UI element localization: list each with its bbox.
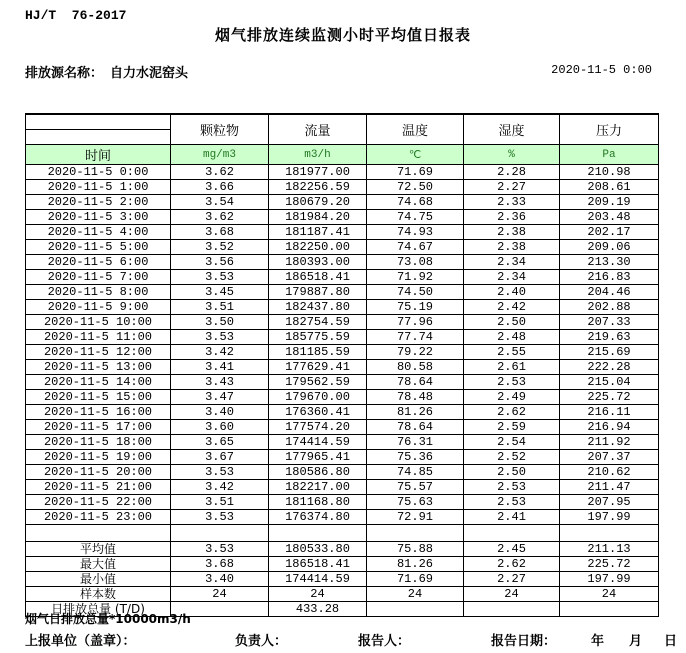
value-cell: 211.47: [560, 480, 659, 495]
value-cell: 3.67: [171, 450, 269, 465]
summary-label-cell: 最小值: [26, 572, 171, 587]
param-header-row: [26, 114, 659, 130]
value-cell: 2.49: [464, 390, 560, 405]
value-cell: 181187.41: [269, 225, 367, 240]
summary-value-cell: 24: [464, 587, 560, 602]
value-cell: 71.69: [367, 165, 464, 180]
value-cell: 3.42: [171, 480, 269, 495]
source-label: 排放源名称：: [25, 66, 104, 81]
value-cell: 182217.00: [269, 480, 367, 495]
data-rows-body: [26, 165, 659, 525]
table-row: [26, 375, 659, 390]
report-datetime: 2020-11-5 0:00: [551, 63, 652, 77]
day-label: 日: [664, 634, 678, 649]
table-row: [26, 315, 659, 330]
value-cell: 2.50: [464, 465, 560, 480]
value-cell: 3.66: [171, 180, 269, 195]
summary-value-cell: 433.28: [269, 602, 367, 617]
table-row: [26, 240, 659, 255]
column-header-temperature: 温度: [367, 114, 464, 145]
table-row: [26, 450, 659, 465]
value-cell: 3.52: [171, 240, 269, 255]
value-cell: 2.40: [464, 285, 560, 300]
value-cell: 180679.20: [269, 195, 367, 210]
value-cell: 74.75: [367, 210, 464, 225]
value-cell: 216.83: [560, 270, 659, 285]
responsible-label: 负责人：: [235, 634, 288, 649]
value-cell: 2.62: [464, 405, 560, 420]
value-cell: 181977.00: [269, 165, 367, 180]
summary-row: [26, 542, 659, 557]
value-cell: 78.48: [367, 390, 464, 405]
table-row: [26, 225, 659, 240]
unit-particulate: mg/m3: [171, 145, 269, 165]
value-cell: 182754.59: [269, 315, 367, 330]
page-title: 烟气排放连续监测小时平均值日报表: [214, 26, 471, 44]
value-cell: 3.50: [171, 315, 269, 330]
time-cell: 2020-11-5 11:00: [26, 330, 171, 345]
signature-row: [0, 630, 686, 648]
value-cell: 77.96: [367, 315, 464, 330]
time-cell: 2020-11-5 3:00: [26, 210, 171, 225]
value-cell: 72.91: [367, 510, 464, 525]
column-header-flow: 流量: [269, 114, 367, 145]
time-cell: 2020-11-5 22:00: [26, 495, 171, 510]
summary-label-cell: 日排放总量 (T/D): [26, 602, 171, 617]
table-row: [26, 285, 659, 300]
table-row: [26, 510, 659, 525]
summary-value-cell: 180533.80: [269, 542, 367, 557]
unit-humidity: %: [464, 145, 560, 165]
value-cell: 3.51: [171, 495, 269, 510]
time-cell: 2020-11-5 15:00: [26, 390, 171, 405]
value-cell: 181168.80: [269, 495, 367, 510]
summary-label-cell: 样本数: [26, 587, 171, 602]
value-cell: 2.59: [464, 420, 560, 435]
value-cell: 73.08: [367, 255, 464, 270]
value-cell: 210.62: [560, 465, 659, 480]
summary-value-cell: 3.40: [171, 572, 269, 587]
value-cell: 225.72: [560, 390, 659, 405]
value-cell: 3.43: [171, 375, 269, 390]
value-cell: 179562.59: [269, 375, 367, 390]
value-cell: 207.95: [560, 495, 659, 510]
value-cell: 78.64: [367, 375, 464, 390]
time-cell: 2020-11-5 20:00: [26, 465, 171, 480]
time-column-header: 时间: [26, 145, 171, 165]
value-cell: 215.69: [560, 345, 659, 360]
time-cell: 2020-11-5 5:00: [26, 240, 171, 255]
value-cell: 207.37: [560, 450, 659, 465]
table-row: [26, 165, 659, 180]
summary-value-cell: 3.53: [171, 542, 269, 557]
value-cell: 81.26: [367, 405, 464, 420]
value-cell: 182250.00: [269, 240, 367, 255]
value-cell: 75.57: [367, 480, 464, 495]
summary-value-cell: 211.13: [560, 542, 659, 557]
source-name: 自力水泥窑头: [110, 66, 189, 81]
corner-cell-bottom: [26, 130, 171, 145]
source-row: [0, 62, 686, 80]
value-cell: 2.48: [464, 330, 560, 345]
value-cell: 78.64: [367, 420, 464, 435]
summary-value-cell: [464, 602, 560, 617]
time-cell: 2020-11-5 1:00: [26, 180, 171, 195]
value-cell: 75.36: [367, 450, 464, 465]
summary-value-cell: 24: [560, 587, 659, 602]
value-cell: 3.41: [171, 360, 269, 375]
time-cell: 2020-11-5 4:00: [26, 225, 171, 240]
value-cell: 2.34: [464, 270, 560, 285]
time-cell: 2020-11-5 16:00: [26, 405, 171, 420]
value-cell: 72.50: [367, 180, 464, 195]
time-cell: 2020-11-5 18:00: [26, 435, 171, 450]
summary-value-cell: 24: [269, 587, 367, 602]
year-label: 年: [591, 634, 605, 649]
value-cell: 2.38: [464, 240, 560, 255]
value-cell: 181984.20: [269, 210, 367, 225]
summary-value-cell: 24: [367, 587, 464, 602]
spacer-cell: [269, 525, 367, 542]
value-cell: 180393.00: [269, 255, 367, 270]
time-cell: 2020-11-5 17:00: [26, 420, 171, 435]
spacer-cell: [464, 525, 560, 542]
month-label: 月: [629, 634, 643, 649]
value-cell: 2.33: [464, 195, 560, 210]
value-cell: 204.46: [560, 285, 659, 300]
value-cell: 2.41: [464, 510, 560, 525]
value-cell: 213.30: [560, 255, 659, 270]
value-cell: 216.94: [560, 420, 659, 435]
summary-value-cell: 3.68: [171, 557, 269, 572]
summary-label-cell: 最大值: [26, 557, 171, 572]
value-cell: 209.06: [560, 240, 659, 255]
value-cell: 75.63: [367, 495, 464, 510]
value-cell: 3.62: [171, 165, 269, 180]
unit-flow: m3/h: [269, 145, 367, 165]
unit-temperature: ℃: [367, 145, 464, 165]
value-cell: 177629.41: [269, 360, 367, 375]
value-cell: 3.51: [171, 300, 269, 315]
spacer-body: [26, 525, 659, 542]
summary-value-cell: 225.72: [560, 557, 659, 572]
report-unit-label: 上报单位（盖章）：: [25, 634, 136, 649]
table-row: [26, 255, 659, 270]
table-row: [26, 210, 659, 225]
value-cell: 3.68: [171, 225, 269, 240]
value-cell: 202.17: [560, 225, 659, 240]
table-row: [26, 495, 659, 510]
value-cell: 2.27: [464, 180, 560, 195]
spacer-cell: [560, 525, 659, 542]
table-row: [26, 345, 659, 360]
value-cell: 2.36: [464, 210, 560, 225]
value-cell: 80.58: [367, 360, 464, 375]
value-cell: 71.92: [367, 270, 464, 285]
time-cell: 2020-11-5 19:00: [26, 450, 171, 465]
value-cell: 2.42: [464, 300, 560, 315]
summary-row: [26, 587, 659, 602]
value-cell: 3.42: [171, 345, 269, 360]
table-row: [26, 480, 659, 495]
value-cell: 76.31: [367, 435, 464, 450]
time-cell: 2020-11-5 10:00: [26, 315, 171, 330]
column-header-pressure: 压力: [560, 114, 659, 145]
value-cell: 2.50: [464, 315, 560, 330]
report-date-label: 报告日期：: [491, 634, 557, 649]
value-cell: 79.22: [367, 345, 464, 360]
value-cell: 215.04: [560, 375, 659, 390]
table-row: [26, 390, 659, 405]
table-row: [26, 330, 659, 345]
summary-value-cell: 71.69: [367, 572, 464, 587]
summary-value-cell: 2.27: [464, 572, 560, 587]
data-table: [25, 113, 659, 617]
table-row: [26, 405, 659, 420]
value-cell: 210.98: [560, 165, 659, 180]
summary-value-cell: 2.45: [464, 542, 560, 557]
value-cell: 2.52: [464, 450, 560, 465]
time-cell: 2020-11-5 6:00: [26, 255, 171, 270]
value-cell: 74.85: [367, 465, 464, 480]
summary-value-cell: 75.88: [367, 542, 464, 557]
value-cell: 181185.59: [269, 345, 367, 360]
value-cell: 180586.80: [269, 465, 367, 480]
value-cell: 2.61: [464, 360, 560, 375]
value-cell: 176374.80: [269, 510, 367, 525]
column-header-particulate: 颗粒物: [171, 114, 269, 145]
value-cell: 2.54: [464, 435, 560, 450]
value-cell: 203.48: [560, 210, 659, 225]
value-cell: 2.28: [464, 165, 560, 180]
time-cell: 2020-11-5 2:00: [26, 195, 171, 210]
value-cell: 2.38: [464, 225, 560, 240]
table-row: [26, 360, 659, 375]
reporter-label: 报告人：: [358, 634, 411, 649]
spacer-row: [26, 525, 659, 542]
time-cell: 2020-11-5 14:00: [26, 375, 171, 390]
time-cell: 2020-11-5 9:00: [26, 300, 171, 315]
value-cell: 3.54: [171, 195, 269, 210]
unit-pressure: Pa: [560, 145, 659, 165]
summary-value-cell: [560, 602, 659, 617]
summary-label-cell: 平均值: [26, 542, 171, 557]
spacer-cell: [367, 525, 464, 542]
value-cell: 74.93: [367, 225, 464, 240]
time-cell: 2020-11-5 13:00: [26, 360, 171, 375]
value-cell: 186518.41: [269, 270, 367, 285]
table-row: [26, 300, 659, 315]
value-cell: 3.53: [171, 510, 269, 525]
value-cell: 209.19: [560, 195, 659, 210]
time-cell: 2020-11-5 7:00: [26, 270, 171, 285]
spacer-cell: [26, 525, 171, 542]
table-row: [26, 180, 659, 195]
time-cell: 2020-11-5 21:00: [26, 480, 171, 495]
corner-cell-top: [26, 114, 171, 130]
value-cell: 75.19: [367, 300, 464, 315]
value-cell: 179887.80: [269, 285, 367, 300]
value-cell: 3.62: [171, 210, 269, 225]
table-row: [26, 435, 659, 450]
value-cell: 174414.59: [269, 435, 367, 450]
value-cell: 208.61: [560, 180, 659, 195]
value-cell: 176360.41: [269, 405, 367, 420]
value-cell: 2.53: [464, 480, 560, 495]
value-cell: 2.34: [464, 255, 560, 270]
value-cell: 3.40: [171, 405, 269, 420]
summary-value-cell: 186518.41: [269, 557, 367, 572]
summary-row: [26, 572, 659, 587]
time-cell: 2020-11-5 23:00: [26, 510, 171, 525]
value-cell: 3.45: [171, 285, 269, 300]
value-cell: 2.53: [464, 495, 560, 510]
value-cell: 3.65: [171, 435, 269, 450]
value-cell: 2.55: [464, 345, 560, 360]
value-cell: 3.53: [171, 465, 269, 480]
summary-value-cell: 24: [171, 587, 269, 602]
value-cell: 3.60: [171, 420, 269, 435]
summary-value-cell: [367, 602, 464, 617]
value-cell: 216.11: [560, 405, 659, 420]
value-cell: 197.99: [560, 510, 659, 525]
summary-rows-body: [26, 542, 659, 617]
summary-row: [26, 557, 659, 572]
table-row: [26, 465, 659, 480]
column-header-humidity: 湿度: [464, 114, 560, 145]
spacer-cell: [171, 525, 269, 542]
standard-code: HJ/T 76-2017: [25, 8, 127, 23]
value-cell: 3.53: [171, 270, 269, 285]
summary-value-cell: 81.26: [367, 557, 464, 572]
summary-value-cell: 174414.59: [269, 572, 367, 587]
value-cell: 207.33: [560, 315, 659, 330]
summary-value-cell: 197.99: [560, 572, 659, 587]
time-cell: 2020-11-5 12:00: [26, 345, 171, 360]
value-cell: 185775.59: [269, 330, 367, 345]
value-cell: 182256.59: [269, 180, 367, 195]
table-row: [26, 270, 659, 285]
value-cell: 222.28: [560, 360, 659, 375]
footer-note: 烟气日排放总量*10000m3/h: [25, 612, 191, 626]
value-cell: 211.92: [560, 435, 659, 450]
summary-value-cell: 2.62: [464, 557, 560, 572]
value-cell: 202.88: [560, 300, 659, 315]
value-cell: 77.74: [367, 330, 464, 345]
value-cell: 3.47: [171, 390, 269, 405]
table-row: [26, 420, 659, 435]
unit-row: [26, 145, 659, 165]
value-cell: 2.53: [464, 375, 560, 390]
value-cell: 179670.00: [269, 390, 367, 405]
value-cell: 3.56: [171, 255, 269, 270]
value-cell: 177574.20: [269, 420, 367, 435]
value-cell: 3.53: [171, 330, 269, 345]
time-cell: 2020-11-5 8:00: [26, 285, 171, 300]
value-cell: 219.63: [560, 330, 659, 345]
value-cell: 74.50: [367, 285, 464, 300]
value-cell: 182437.80: [269, 300, 367, 315]
time-cell: 2020-11-5 0:00: [26, 165, 171, 180]
value-cell: 74.67: [367, 240, 464, 255]
value-cell: 177965.41: [269, 450, 367, 465]
value-cell: 74.68: [367, 195, 464, 210]
table-row: [26, 195, 659, 210]
